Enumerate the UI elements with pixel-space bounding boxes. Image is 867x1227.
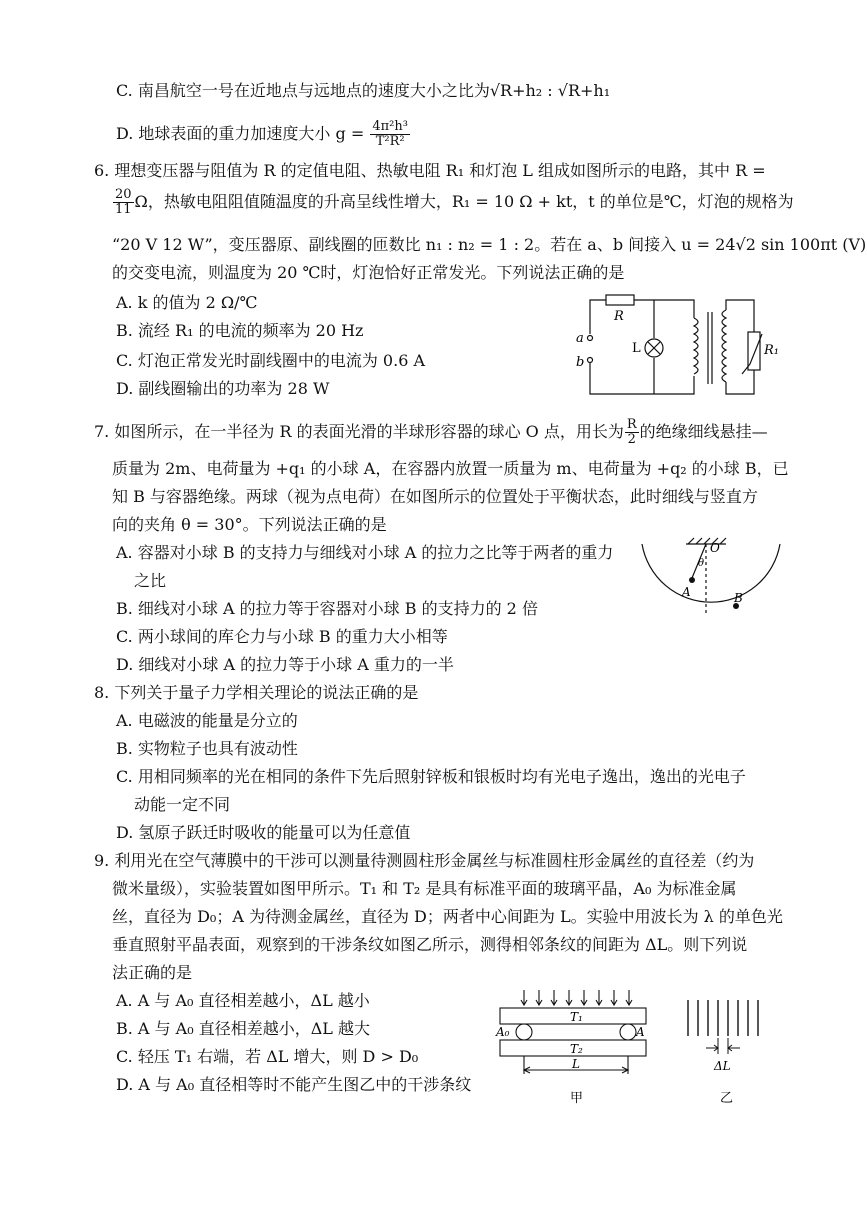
label-l: L [632,341,641,356]
q8-option-c-line1: C. 用相同频率的光在相同的条件下先后照射锌板和银板时均有光电子逸出，逸出的光电子 [116,767,746,786]
label-a: A [682,585,691,599]
q9-stem-line1: 9. 利用光在空气薄膜中的干涉可以测量待测圆柱形金属丝与标准圆柱形金属丝的直径差（约为 [94,851,755,870]
q9-option-d: D. A 与 A₀ 直径相等时不能产生图乙中的干涉条纹 [116,1075,472,1094]
q7-option-c: C. 两小球间的库仑力与小球 B 的重力大小相等 [116,627,448,646]
label-a0: A₀ [496,1025,510,1039]
q6-frac-den: 11 [115,202,132,217]
caption-yi: 乙 [720,1091,734,1106]
q7-fraction [625,418,639,447]
q7-option-a-line2: 之比 [134,571,167,590]
q9-stem-line2: 微米量级），实验装置如图甲所示。T₁ 和 T₂ 是具有标准平面的玻璃平晶，A₀ 为标准金属 [112,879,737,898]
q9-stem-line3: 丝，直径为 D₀；A 为待测金属丝，直径为 D；两者中心间距为 L。实验中用波长为 λ 的单色光 [112,907,783,926]
wire-a0 [516,1024,532,1040]
q6-fraction [113,188,134,217]
q6-stem-line2 [112,188,794,217]
q6-stem-line4: 的交变电流，则温度为 20 ℃时，灯泡恰好正常发光。下列说法正确的是 [112,263,625,282]
label-theta: θ [698,558,705,569]
resistor-r-symbol [606,295,634,305]
q9-option-b: B. A 与 A₀ 直径相差越小，ΔL 越大 [116,1019,370,1038]
q9-figure-yi [676,996,776,1108]
label-t1: T₁ [570,1010,583,1024]
q6-option-c: C. 灯泡正常发光时副线圈中的电流为 0.6 A [116,351,426,370]
q5-option-d-fraction [370,120,410,149]
q6-option-a: A. k 的值为 2 Ω/℃ [116,293,258,312]
q7-stem-line1 [94,418,768,447]
q8-option-a: A. 电磁波的能量是分立的 [116,711,298,730]
q7-frac-den: 2 [627,432,636,447]
label-b: B [734,591,743,605]
q8-option-d: D. 氢原子跃迁时吸收的能量可以为任意值 [116,823,411,842]
q9-option-a: A. A 与 A₀ 直径相差越小，ΔL 越小 [116,991,370,1010]
incident-light-arrows [521,990,632,1005]
label-a: A [636,1025,645,1039]
q8-option-c-line2: 动能一定不同 [134,795,231,814]
ball-a [689,577,695,583]
q7-stem-line1-post: 的绝缘细线悬挂— [639,422,768,441]
q6-option-d: D. 副线圈输出的功率为 28 W [116,379,330,398]
label-o: O [710,541,720,555]
label-r1: R₁ [764,343,779,358]
label-r: R [614,309,624,324]
q9-option-c: C. 轻压 T₁ 右端，若 ΔL 增大，则 D > D₀ [116,1047,419,1066]
caption-jia: 甲 [570,1091,584,1106]
q7-option-a-line1: A. 容器对小球 B 的支持力与细线对小球 A 的拉力之比等于两者的重力 [116,543,614,562]
q7-stem-line3: 知 B 与容器绝缘。两球（视为点电荷）在如图所示的位置处于平衡状态，此时细线与竖直方 [112,487,758,506]
q7-stem-line4: 向的夹角 θ = 30°。下列说法正确的是 [112,515,387,534]
q9-figure-jia [494,988,664,1108]
q5-option-d-text: D. 地球表面的重力加速度大小 g = [116,124,365,143]
q7-stem-line2: 质量为 2m、电荷量为 +q₁ 的小球 A，在容器内放置一质量为 m、电荷量为 +q₂ 的小球 B，已 [112,459,789,478]
q5-frac-num: 4π²h³ [372,119,408,134]
label-dl: ΔL [714,1059,731,1073]
label-b: b [576,355,585,370]
q7-option-b: B. 细线对小球 A 的拉力等于容器对小球 B 的支持力的 2 倍 [116,599,538,618]
q9-stem-line4: 垂直照射平晶表面，观察到的干涉条纹如图乙所示，测得相邻条纹的间距为 ΔL。则下列说 [112,935,748,954]
q6-frac-num: 20 [115,187,132,202]
q5-option-d [116,120,411,149]
q7-frac-num: R [626,417,637,432]
wire-a [620,1024,636,1040]
q5-frac-den: T²R² [375,134,405,149]
q6-circuit-diagram [570,288,790,408]
q9-stem-line5: 法正确的是 [112,963,193,982]
q6-stem-line3: “20 V 12 W”，变压器原、副线圈的匝数比 n₁ : n₂ = 1 : 2。若在 a、b 间接入 u = 24√2 sin 100πt (V) [112,235,867,254]
q5-option-c: C. 南昌航空一号在近地点与远地点的速度大小之比为√R+h₂ : √R+h₁ [116,81,611,100]
interference-fringes [688,1000,758,1036]
q6-option-b: B. 流经 R₁ 的电流的频率为 20 Hz [116,321,364,340]
q8-option-b: B. 实物粒子也具有波动性 [116,739,298,758]
q7-option-d: D. 细线对小球 A 的拉力等于小球 A 重力的一半 [116,655,454,674]
q7-stem-line1-pre: 7. 如图所示，在一半径为 R 的表面光滑的半球形容器的球心 O 点，用长为 [94,422,624,441]
q8-stem: 8. 下列关于量子力学相关理论的说法正确的是 [94,683,419,702]
label-t2: T₂ [570,1042,583,1056]
label-a: a [576,331,584,346]
q7-hemisphere-diagram [636,534,786,644]
q6-stem-line2-text: Ω，热敏电阻阻值随温度的升高呈线性增大，R₁ = 10 Ω + kt，t 的单位是℃，灯泡的规格为 [134,192,794,211]
label-l: L [572,1057,580,1071]
q6-stem-line1: 6. 理想变压器与阻值为 R 的定值电阻、热敏电阻 R₁ 和灯泡 L 组成如图所示的电路，其中 R = [94,161,766,180]
